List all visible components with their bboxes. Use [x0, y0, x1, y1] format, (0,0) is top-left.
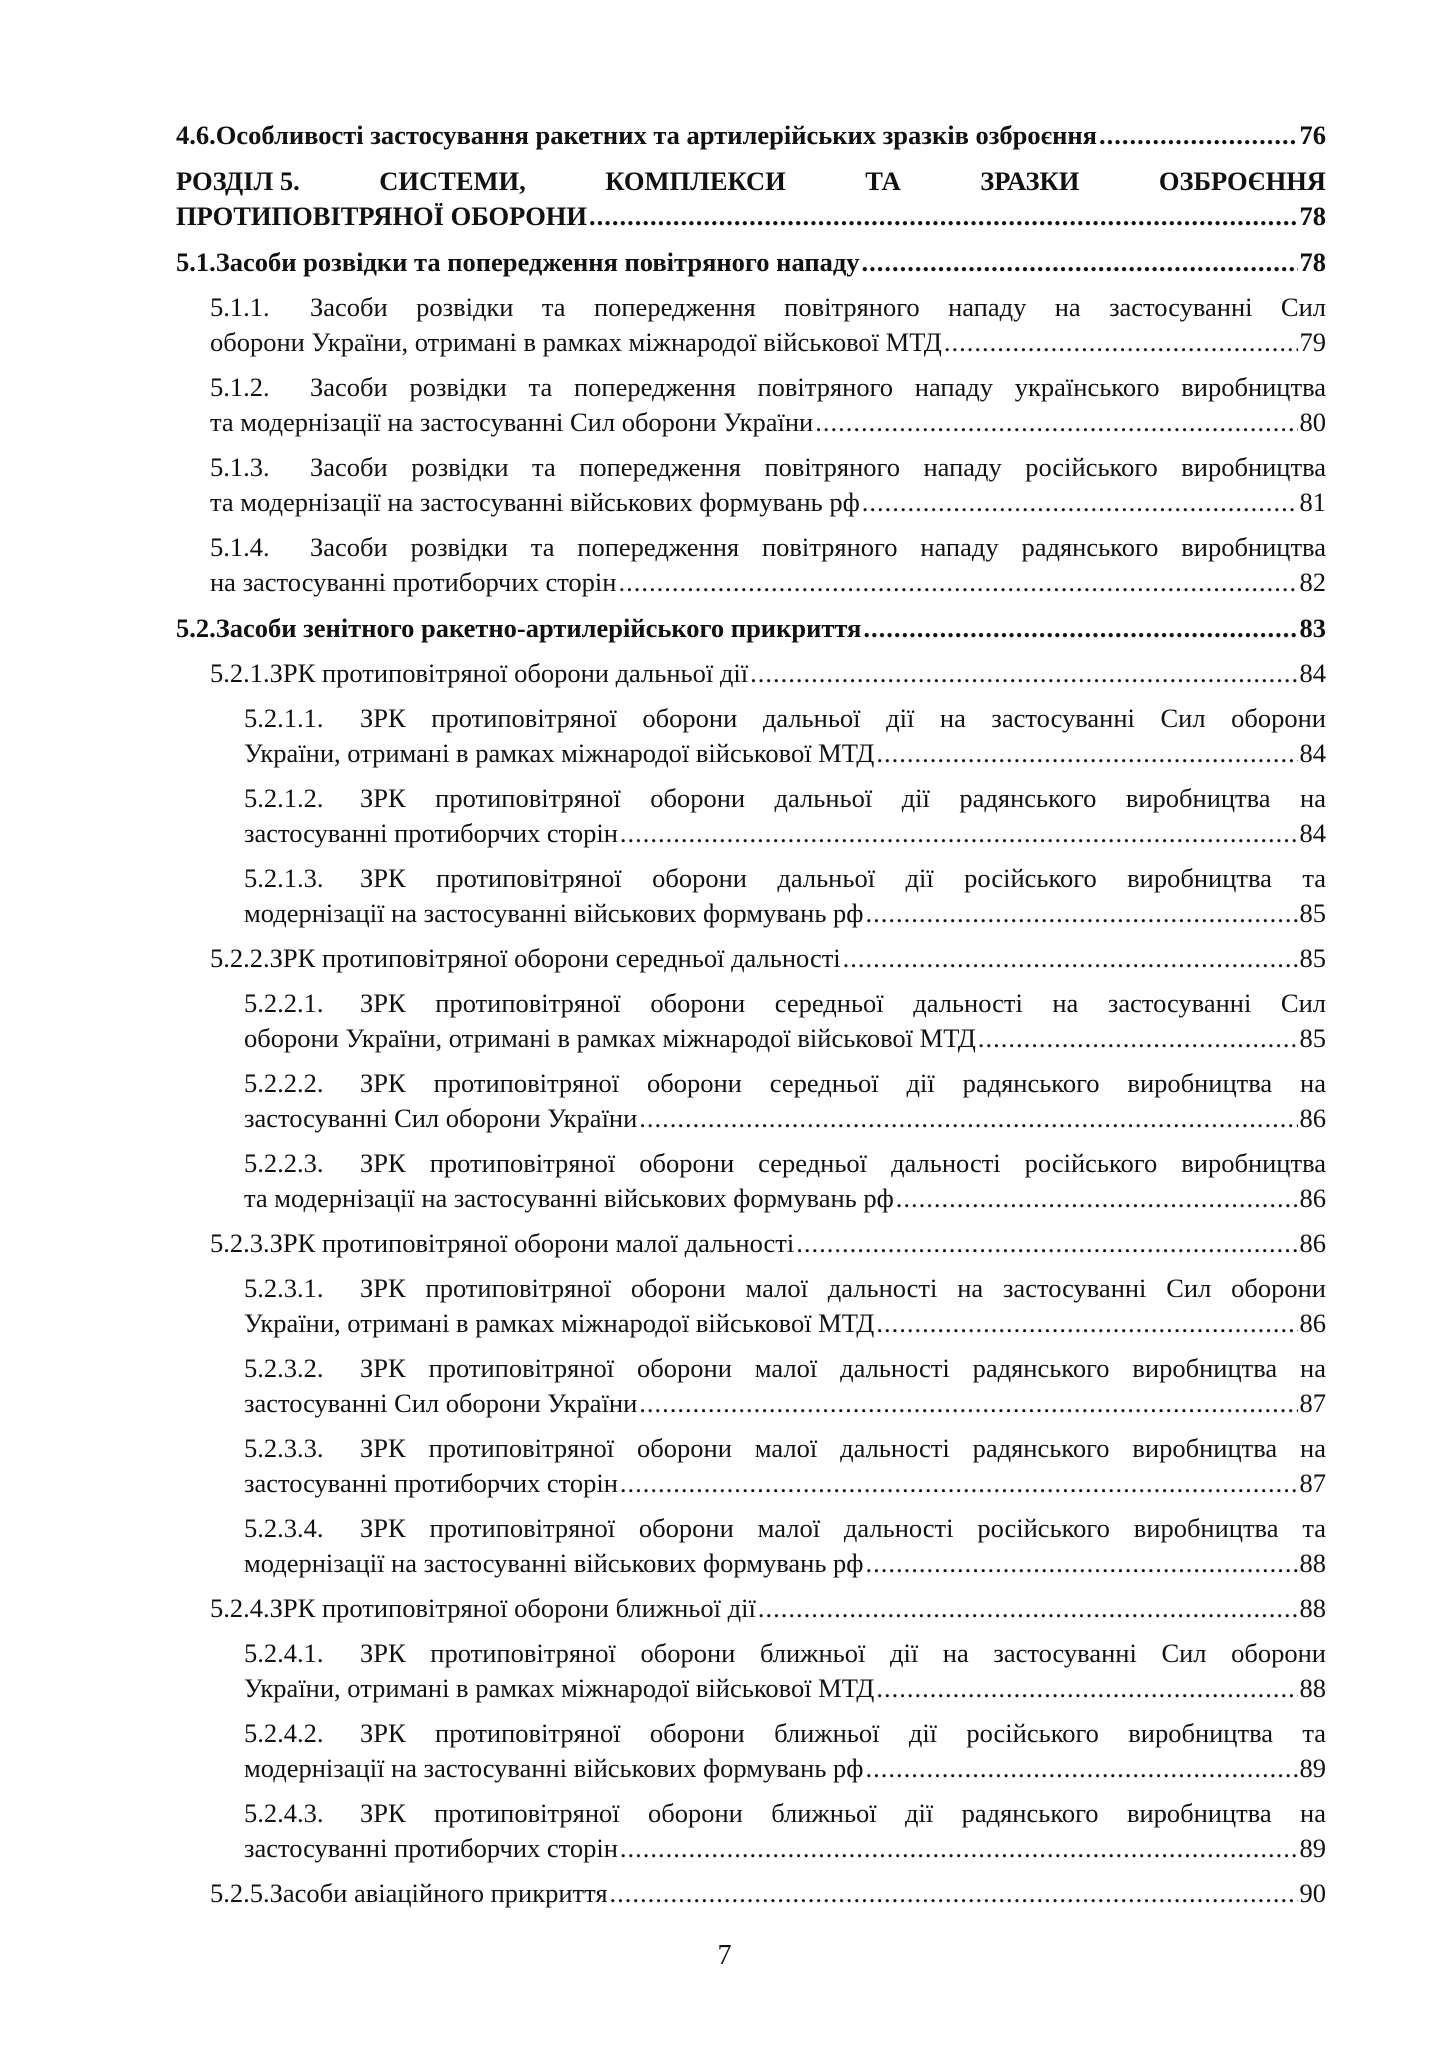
dot-leader — [639, 1101, 1297, 1136]
toc-entry-title-line-2: оборони України, отримані в рамках міжнародої військової МТД — [244, 1023, 976, 1053]
chapter-title-line-2: ПРОТИПОВІТРЯНОЇ ОБОРОНИ — [176, 201, 588, 231]
toc-page-number: 78 — [1299, 201, 1326, 231]
toc-entry-number: 5.2.4.3. — [244, 1798, 324, 1828]
toc-page-number: 84 — [1299, 658, 1326, 688]
toc-entry-title-line-1: ЗРК протиповітряної оборони ближньої дії російського виробництва та — [360, 1718, 1326, 1748]
toc-entry-4-6[interactable] — [176, 118, 1326, 153]
toc-page-number: 88 — [1299, 1673, 1326, 1703]
toc-entry-title-line-2: застосуванні протиборчих сторін — [244, 818, 618, 848]
dot-leader — [843, 941, 1298, 976]
dot-leader — [1099, 118, 1298, 153]
toc-entry-5-2-4[interactable] — [210, 1591, 1326, 1626]
toc-entry-5-1-1[interactable] — [210, 290, 1326, 360]
toc-page-number: 87 — [1299, 1468, 1326, 1498]
dot-leader — [896, 1181, 1298, 1216]
toc-entry-5-2-1-2[interactable] — [244, 781, 1326, 851]
toc-entry-title-line-1: ЗРК протиповітряної оборони дальньої дії російського виробництва та — [360, 863, 1326, 893]
toc-page-number: 84 — [1299, 818, 1326, 848]
toc-entry-title: ЗРК протиповітряної оборони середньої дальності — [269, 943, 841, 973]
toc-entry-5-2-3-3[interactable] — [244, 1431, 1326, 1501]
toc-page-number: 80 — [1299, 407, 1326, 437]
dot-leader — [610, 1876, 1298, 1911]
toc-entry-title-line-1: ЗРК протиповітряної оборони малої дальності на застосуванні Сил оборони — [360, 1273, 1326, 1303]
toc-page-number: 89 — [1299, 1753, 1326, 1783]
toc-entry-number: 5.2.1.2. — [244, 783, 324, 813]
toc-entry-5-2-5[interactable] — [210, 1876, 1326, 1911]
toc-entry-title-line-1: ЗРК протиповітряної оборони ближньої дії радянського виробництва на — [360, 1798, 1326, 1828]
toc-entry-title-line-2: модернізації на застосуванні військових формувань рф — [244, 1753, 864, 1783]
dot-leader — [589, 199, 1297, 234]
toc-entry-number: 5.2.3.1. — [244, 1273, 324, 1303]
toc-entry-5-2-3[interactable] — [210, 1226, 1326, 1261]
toc-entry-5-2-3-2[interactable] — [244, 1351, 1326, 1421]
toc-entry-5-2-2-2[interactable] — [244, 1066, 1326, 1136]
toc-page-number: 79 — [1299, 327, 1326, 357]
toc-entry-title-line-1: ЗРК протиповітряної оборони малої дальності радянського виробництва на — [360, 1353, 1326, 1383]
toc-entry-number: 5.2.3.3. — [244, 1433, 324, 1463]
toc-entry-title-line-2: застосуванні протиборчих сторін — [244, 1468, 618, 1498]
toc-entry-number: 5.2.4. — [210, 1593, 270, 1623]
toc-entry-5-2[interactable] — [176, 611, 1326, 646]
dot-leader — [865, 1546, 1297, 1581]
toc-entry-number: 5.1.3. — [210, 452, 270, 482]
dot-leader — [618, 565, 1297, 600]
toc-entry-title: Засоби зенітного ракетно-артилерійського прикриття — [215, 613, 862, 643]
toc-entry-number: 5.1. — [176, 247, 216, 277]
toc-entry-chapter-5[interactable] — [176, 164, 1326, 234]
toc-entry-5-2-2-1[interactable] — [244, 986, 1326, 1056]
toc-entry-number: 5.2.1. — [210, 658, 270, 688]
toc-entry-title-line-1: ЗРК протиповітряної оборони середньої дальності російського виробництва — [360, 1148, 1326, 1178]
toc-entry-title-line-1: ЗРК протиповітряної оборони малої дальності російського виробництва та — [360, 1513, 1326, 1543]
toc-page-number: 87 — [1299, 1388, 1326, 1418]
toc-page-number: 82 — [1299, 567, 1326, 597]
dot-leader — [978, 1021, 1298, 1056]
toc-entry-title-line-2: та модернізації на застосуванні військових формувань рф — [244, 1183, 894, 1213]
toc-entry-number: 5.2.1.3. — [244, 863, 324, 893]
toc-entry-title: Особливості застосування ракетних та артилерійських зразків озброєння — [215, 120, 1097, 150]
dot-leader — [750, 656, 1297, 691]
toc-entry-title: Засоби авіаційного прикриття — [269, 1878, 608, 1908]
toc-entry-5-2-1-3[interactable] — [244, 861, 1326, 931]
toc-entry-title-line-1: Засоби розвідки та попередження повітряного нападу російського виробництва — [310, 452, 1326, 482]
toc-entry-5-1[interactable] — [176, 245, 1326, 280]
toc-page-number: 90 — [1299, 1878, 1326, 1908]
toc-entry-5-1-4[interactable] — [210, 530, 1326, 600]
toc-entry-5-1-2[interactable] — [210, 370, 1326, 440]
toc-entry-title-line-2: застосуванні Сил оборони України — [244, 1103, 638, 1133]
toc-entry-number: 5.2.2.2. — [244, 1068, 324, 1098]
toc-entry-title-line-1: ЗРК протиповітряної оборони середньої дії радянського виробництва на — [360, 1068, 1326, 1098]
toc-entry-5-2-3-1[interactable] — [244, 1271, 1326, 1341]
toc-entry-title: ЗРК протиповітряної оборони малої дальності — [269, 1228, 795, 1258]
toc-entry-title-line-2: модернізації на застосуванні військових формувань рф — [244, 898, 864, 928]
toc-page-number: 85 — [1299, 943, 1326, 973]
toc-entry-5-2-2[interactable] — [210, 941, 1326, 976]
toc-page-number: 86 — [1299, 1228, 1326, 1258]
toc-page-number: 86 — [1299, 1103, 1326, 1133]
toc-page-number: 88 — [1299, 1593, 1326, 1623]
toc-entry-number: 5.2. — [176, 613, 216, 643]
page-number: 7 — [717, 1940, 732, 1971]
toc-entry-title-line-1: Засоби розвідки та попередження повітряного нападу радянського виробництва — [310, 532, 1326, 562]
toc-entry-title-line-1: ЗРК протиповітряної оборони дальньої дії на застосуванні Сил оборони — [360, 703, 1326, 733]
dot-leader — [862, 485, 1298, 520]
toc-entry-5-2-1[interactable] — [210, 656, 1326, 691]
toc-entry-title: Засоби розвідки та попередження повітряного нападу — [215, 247, 860, 277]
toc-entry-number: 5.2.3.4. — [244, 1513, 324, 1543]
toc-entry-number: 5.2.4.2. — [244, 1718, 324, 1748]
dot-leader — [639, 1386, 1297, 1421]
dot-leader — [620, 1466, 1298, 1501]
toc-entry-title-line-1: ЗРК протиповітряної оборони ближньої дії на застосуванні Сил оборони — [360, 1638, 1326, 1668]
toc-page-number: 88 — [1299, 1548, 1326, 1578]
toc-entry-title-line-2: та модернізації на застосуванні військових формувань рф — [210, 487, 860, 517]
toc-entry-number: 5.2.1.1. — [244, 703, 324, 733]
dot-leader — [876, 1306, 1297, 1341]
toc-page-number: 85 — [1299, 898, 1326, 928]
dot-leader — [620, 816, 1298, 851]
dot-leader — [944, 325, 1298, 360]
toc-entry-number: 4.6. — [176, 120, 216, 150]
dot-leader — [876, 736, 1297, 771]
dot-leader — [862, 245, 1298, 280]
toc-entry-number: 5.1.1. — [210, 292, 270, 322]
toc-entry-title-line-1: Засоби розвідки та попередження повітряного нападу на застосуванні Сил — [310, 292, 1326, 322]
toc-entry-number: 5.2.3. — [210, 1228, 270, 1258]
toc-entry-title-line-2: на застосуванні протиборчих сторін — [210, 567, 617, 597]
toc-page-number: 84 — [1299, 738, 1326, 768]
dot-leader — [863, 611, 1297, 646]
toc-entry-title-line-2: України, отримані в рамках міжнародої військової МТД — [244, 1673, 875, 1703]
toc-entry-number: 5.2.4.1. — [244, 1638, 324, 1668]
toc-entry-title-line-2: оборони України, отримані в рамках міжнародої військової МТД — [210, 327, 942, 357]
toc-page-number: 78 — [1299, 247, 1326, 277]
dot-leader — [758, 1591, 1298, 1626]
toc-entry-number: 5.2.2. — [210, 943, 270, 973]
toc-page-number: 81 — [1299, 487, 1326, 517]
toc-entry-title-line-2: модернізації на застосуванні військових формувань рф — [244, 1548, 864, 1578]
toc-entry-title-line-2: застосуванні Сил оборони України — [244, 1388, 638, 1418]
toc-entry-5-1-3[interactable] — [210, 450, 1326, 520]
toc-page-number: 89 — [1299, 1833, 1326, 1863]
table-of-contents — [176, 118, 1326, 1911]
toc-entry-number: 5.2.3.2. — [244, 1353, 324, 1383]
toc-entry-5-2-4-1[interactable] — [244, 1636, 1326, 1706]
toc-entry-title: ЗРК протиповітряної оборони ближньої дії — [269, 1593, 756, 1623]
dot-leader — [796, 1226, 1297, 1261]
toc-page-number: 83 — [1299, 613, 1326, 643]
toc-entry-title-line-2: та модернізації на застосуванні Сил оборони України — [210, 407, 814, 437]
toc-entry-5-2-1-1[interactable] — [244, 701, 1326, 771]
toc-entry-title-line-1: ЗРК протиповітряної оборони середньої дальності на застосуванні Сил — [360, 988, 1326, 1018]
toc-entry-title-line-1: ЗРК протиповітряної оборони дальньої дії радянського виробництва на — [360, 783, 1326, 813]
toc-page-number: 85 — [1299, 1023, 1326, 1053]
toc-entry-number: 5.2.5. — [210, 1878, 270, 1908]
toc-entry-title-line-2: застосуванні протиборчих сторін — [244, 1833, 618, 1863]
toc-entry-5-2-4-2[interactable] — [244, 1716, 1326, 1786]
toc-entry-5-2-4-3[interactable] — [244, 1796, 1326, 1866]
toc-entry-number: 5.1.2. — [210, 372, 270, 402]
toc-entry-title-line-2: України, отримані в рамках міжнародої військової МТД — [244, 1308, 875, 1338]
dot-leader — [620, 1831, 1298, 1866]
dot-leader — [865, 1751, 1297, 1786]
dot-leader — [815, 405, 1297, 440]
toc-entry-title-line-1: ЗРК протиповітряної оборони малої дальності радянського виробництва на — [360, 1433, 1326, 1463]
dot-leader — [865, 896, 1297, 931]
toc-page-number: 86 — [1299, 1183, 1326, 1213]
toc-entry-title: ЗРК протиповітряної оборони дальньої дії — [269, 658, 749, 688]
toc-entry-number: 5.2.2.3. — [244, 1148, 324, 1178]
toc-page-number: 86 — [1299, 1308, 1326, 1338]
dot-leader — [876, 1671, 1297, 1706]
toc-entry-number: 5.2.2.1. — [244, 988, 324, 1018]
toc-entry-5-2-3-4[interactable] — [244, 1511, 1326, 1581]
chapter-title-line-1: РОЗДІЛ 5. СИСТЕМИ, КОМПЛЕКСИ ТА ЗРАЗКИ ОЗБРОЄННЯ — [176, 166, 1326, 196]
toc-entry-5-2-2-3[interactable] — [244, 1146, 1326, 1216]
toc-page-number: 76 — [1299, 120, 1326, 150]
toc-entry-title-line-2: України, отримані в рамках міжнародої військової МТД — [244, 738, 875, 768]
toc-entry-title-line-1: Засоби розвідки та попередження повітряного нападу українського виробництва — [310, 372, 1326, 402]
toc-entry-number: 5.1.4. — [210, 532, 270, 562]
